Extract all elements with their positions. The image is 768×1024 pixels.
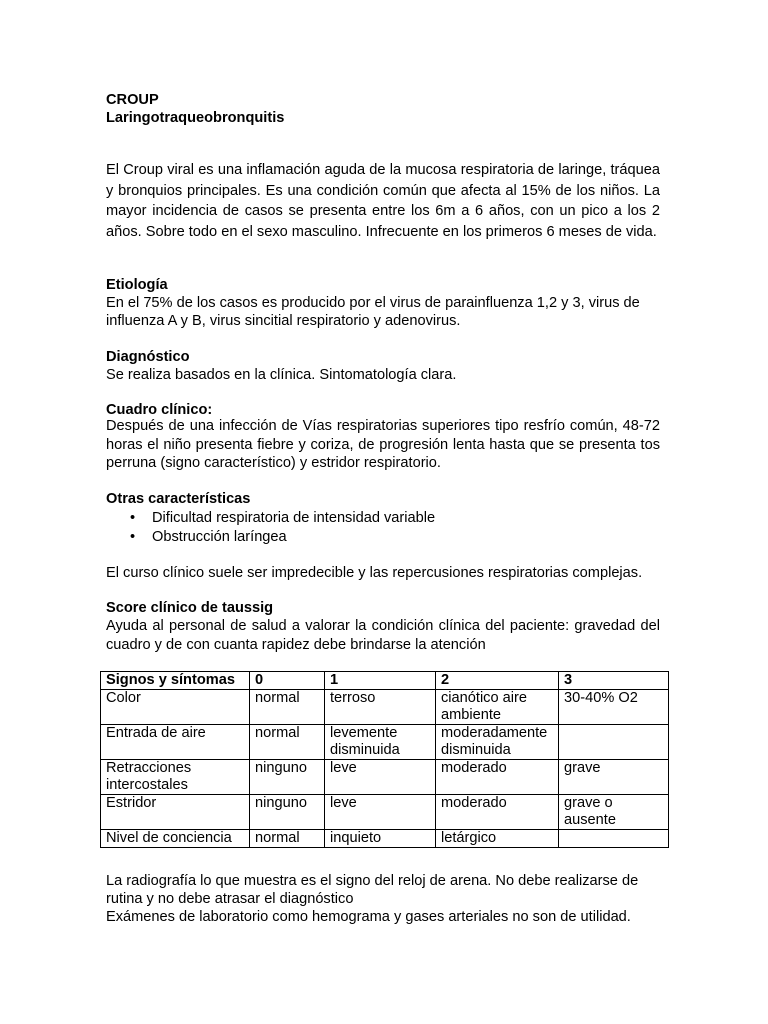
curso-text: El curso clínico suele ser impredecible y las repercusiones respiratorias complejas. xyxy=(106,565,643,581)
otras-list xyxy=(106,509,660,546)
table-cell: moderado xyxy=(436,795,559,830)
table-row xyxy=(101,795,669,830)
etiologia-heading: Etiología xyxy=(106,277,168,293)
examenes-text: Exámenes de laboratorio como hemograma y gases arteriales no son de utilidad. xyxy=(106,909,631,925)
table-cell: normal xyxy=(250,830,325,848)
cuadro-text: Después de una infección de Vías respiratorias superiores tipo resfrío común, 48-72 horas el niño presenta fiebre y coriza, de progresión lenta hasta que se presenta tos perruna (signo característico) y estridor respiratorio. xyxy=(106,418,660,471)
table-header: 3 xyxy=(559,672,669,690)
otras-heading: Otras características xyxy=(106,491,251,507)
table-cell: 30-40% O2 xyxy=(559,690,669,725)
list-item: • Obstrucción laríngea xyxy=(106,528,660,547)
table-cell: leve xyxy=(325,795,436,830)
table-cell: moderadamente disminuida xyxy=(436,725,559,760)
diagnostico-heading: Diagnóstico xyxy=(106,349,190,365)
table-cell: Entrada de aire xyxy=(101,725,250,760)
table-cell xyxy=(559,725,669,760)
table-cell: terroso xyxy=(325,690,436,725)
table-cell: Retracciones intercostales xyxy=(101,760,250,795)
table-header: 1 xyxy=(325,672,436,690)
doc-subtitle: Laringotraqueobronquitis xyxy=(106,110,285,126)
table-cell: letárgico xyxy=(436,830,559,848)
table-cell: inquieto xyxy=(325,830,436,848)
table-row xyxy=(101,690,669,725)
diagnostico-text: Se realiza basados en la clínica. Sintomatología clara. xyxy=(106,367,457,383)
score-heading: Score clínico de taussig xyxy=(106,600,274,616)
table-header: 0 xyxy=(250,672,325,690)
table-cell: Estridor xyxy=(101,795,250,830)
table-row xyxy=(101,830,669,848)
table-cell: ninguno xyxy=(250,760,325,795)
doc-title: CROUP xyxy=(106,92,159,108)
table-cell: normal xyxy=(250,690,325,725)
table-row xyxy=(101,760,669,795)
table-cell xyxy=(559,830,669,848)
table-header: Signos y síntomas xyxy=(101,672,250,690)
table-header-row xyxy=(101,672,669,690)
intro-paragraph: El Croup viral es una inflamación aguda de la mucosa respiratoria de laringe, tráquea y bronquios principales. Es una condición común que afecta al 15% de los niños. La mayor incidencia de casos se presenta entre los 6m a 6 años, con un pico a los 2 años. Sobre todo en el sexo masculino. Infrecuente en los primeros 6 meses de vida. xyxy=(106,162,660,240)
table-header: 2 xyxy=(436,672,559,690)
table-cell: grave xyxy=(559,760,669,795)
cuadro-heading: Cuadro clínico: xyxy=(106,402,213,418)
taussig-table xyxy=(100,671,669,848)
list-item: • Dificultad respiratoria de intensidad variable xyxy=(106,509,660,528)
table-cell: leve xyxy=(325,760,436,795)
etiologia-text: En el 75% de los casos es producido por el virus de parainfluenza 1,2 y 3, virus de influenza A y B, virus sincitial respiratorio y adenovirus. xyxy=(106,295,640,329)
table-cell: levemente disminuida xyxy=(325,725,436,760)
radiografia-text: La radiografía lo que muestra es el signo del reloj de arena. No debe realizarse de rutina y no debe atrasar el diagnóstico xyxy=(106,873,639,907)
table-cell: moderado xyxy=(436,760,559,795)
table-cell: Color xyxy=(101,690,250,725)
table-cell: grave o ausente xyxy=(559,795,669,830)
table-cell: ninguno xyxy=(250,795,325,830)
table-cell: normal xyxy=(250,725,325,760)
table-cell: Nivel de conciencia xyxy=(101,830,250,848)
table-cell: cianótico aire ambiente xyxy=(436,690,559,725)
score-text: Ayuda al personal de salud a valorar la condición clínica del paciente: gravedad del cuadro y de con cuanta rapidez debe brindarse la atención xyxy=(106,618,660,653)
table-row xyxy=(101,725,669,760)
